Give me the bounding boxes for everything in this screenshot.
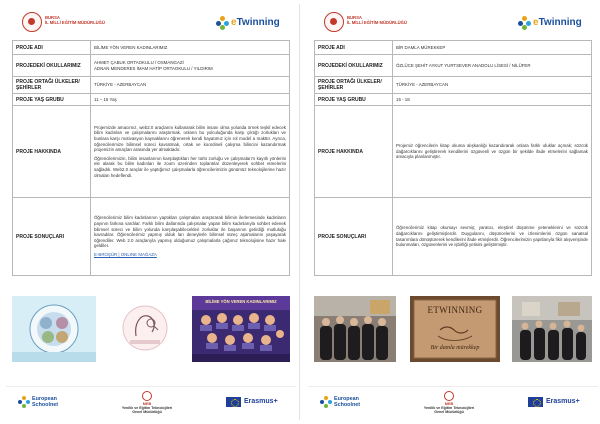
table-row [13, 77, 290, 94]
erasmus-logo [226, 397, 290, 409]
schools-value: ÖZLÜCE ŞEHİT AYKUT YURTSEVER ANADOLU LİSESİ / NİLÜFER [393, 55, 592, 77]
project-info-table [12, 40, 290, 276]
european-schoolnet-logo [320, 395, 380, 411]
group-photo-icon [512, 296, 592, 362]
etwinning-e: e [231, 17, 237, 28]
page-header [308, 10, 598, 36]
etwinning-e: e [533, 17, 539, 28]
meb-line2: Yenilik ve Eğitim Teknolojileri [121, 406, 173, 410]
schoolnet-line2: Schoolnet [32, 402, 59, 408]
photo-team-collage [192, 296, 290, 362]
logo-text-line1: BURSA [347, 15, 362, 20]
meb-line2-3 [111, 406, 183, 415]
page-header [6, 10, 296, 36]
schoolnet-mark-icon [18, 396, 30, 408]
photo-strip [12, 296, 290, 362]
row-label: PROJE HAKKINDA [315, 106, 393, 198]
logo-text-line2: İL MİLLİ EĞİTİM MÜDÜRLÜĞÜ [45, 20, 105, 25]
photo-etwinning-book [410, 296, 500, 362]
about-value [393, 106, 592, 198]
project-name-value: BİR DAMLA MÜREKKEP [393, 41, 592, 55]
table-row [315, 198, 592, 276]
book-title: ETWINNING [427, 305, 483, 315]
etwinning-rest: Twinning [538, 17, 582, 28]
book-subtitle: Bir damla mürekkep [430, 345, 480, 351]
table-row [13, 55, 290, 77]
e-brochure-link[interactable]: E-BROŞÜR | ONLINE MAĞAZA [94, 251, 157, 257]
table-row [13, 41, 290, 55]
table-row [315, 55, 592, 77]
etwinning-mark-icon [518, 16, 532, 30]
age-group-value: 15 - 18 [393, 94, 592, 106]
team-collage-icon [192, 296, 290, 362]
row-label: PROJE ORTAĞI ÜLKELER/ŞEHİRLER [315, 77, 393, 94]
photo-students-classroom [314, 296, 396, 362]
logo-text [45, 15, 105, 25]
photo-group-hall [512, 296, 592, 362]
results-value [91, 198, 290, 276]
school-line: ADNAN MENDERES İMAM HATİP ORTAOKULU / YILDIRIM [94, 65, 213, 71]
table-row [315, 94, 592, 106]
row-label: PROJE YAŞ GRUBU [13, 94, 91, 106]
project-info-table [314, 40, 592, 276]
schools-value [91, 55, 290, 77]
results-paragraph: Öğrencilerimiz kitap okumayı sevmiş; yaratıcı, eleştirel düşünme yeteneklerini ve sözcük dağarcıklarını geliştirmişlerdir. Duygularını, düşüncelerini ve izlenimlerini özgün sanatsal tasarımlara dönüştürerek kendilerini ifade etmişlerdir. Öğrencilerimizin yapıtlarıyla fikir alışverişinde bulunmaları, özgüvenlerini ve işbirliği yetisini geliştirmiştir. [396, 225, 588, 248]
meb-yegitek-logo [413, 391, 485, 415]
table-row [13, 106, 290, 198]
about-paragraph: Öğrencilerimizin, bilim insanlarının karşılaştıkları her türlü zorluğu ve çalışmaları'n kayıtlı yönlerini ele alarak bu bilim kadınları ile zoom üzerinden toplantılar düzenleyerek sohbet etmelerini sağladık. Web2.0 araçlar ile yaptığımız çalışmalarla öğrencilerimizin günümüz teknolojilerine hazır olmaları hedeflendi. [94, 155, 286, 178]
logo-text-line2: İL MİLLİ EĞİTİM MÜDÜRLÜĞÜ [347, 20, 407, 25]
schoolnet-line1: European [32, 396, 57, 402]
meb-seal-icon [444, 391, 454, 401]
project-page-right [308, 0, 598, 424]
collage-title: BİLİME YÖN VEREN KADINLARIMIZ [205, 299, 277, 304]
row-label: PROJEDEKİ OKULLARIMIZ [315, 55, 393, 77]
meb-line1: MEB [142, 402, 152, 406]
schoolnet-mark-icon [320, 396, 332, 408]
schoolnet-line1: European [334, 396, 359, 402]
logo-text [347, 15, 407, 25]
table-row [315, 77, 592, 94]
row-label: PROJE YAŞ GRUBU [315, 94, 393, 106]
schoolnet-line2: Schoolnet [334, 402, 361, 408]
classroom-photo-icon [314, 296, 396, 362]
etwinning-wordmark [533, 17, 582, 28]
page-footer [6, 386, 296, 416]
bursa-meb-logo [324, 12, 407, 34]
etwinning-logo [216, 15, 278, 31]
seal-icon [22, 12, 42, 32]
table-row [13, 94, 290, 106]
table-row [315, 106, 592, 198]
poster-collage-icon [12, 296, 96, 362]
row-label: PROJE ORTAĞI ÜLKELER/ŞEHİRLER [13, 77, 91, 94]
photo-science-women-poster [12, 296, 96, 362]
project-page-left [6, 0, 296, 424]
etwinning-wordmark [231, 17, 280, 28]
erasmus-wordmark: Erasmus+ [546, 398, 580, 405]
european-schoolnet-logo [18, 395, 78, 411]
meb-line3: Genel Müdürlüğü [132, 410, 162, 415]
page-footer [308, 386, 598, 416]
about-paragraph: Projemizde amacımız, web2.0 araçlarını kullanarak bilim insanı olma yolunda örnek teşkil edecek bilim kadınları ve çalışmalarını araştırmak. onların bu yolculuğunda karşı çıktığı zorlukları ve bunlara karşı motivasyon kaynaklarını öğrenerek kendi hayatımız için rol model a makttır. Ayrıca, öğrencilerimize bilimsel süreci kavratmak, ortak ve koordineli çalışma bilincini kazandırmak projemizin amaçları arasında yer almaktadır. [94, 124, 286, 153]
meb-line3: Genel Müdürlüğü [434, 410, 464, 415]
meb-yegitek-logo [111, 391, 183, 415]
school-line: AHMET ÇABUK ORTAOKULU / OSMANGAZİ [94, 59, 184, 65]
science-women-logo-icon [110, 296, 180, 362]
project-name-value: BİLİME YÖN VEREN KADINLARIMIZ [91, 41, 290, 55]
meb-line2-3 [413, 406, 485, 415]
row-label: PROJE SONUÇLARI [315, 198, 393, 276]
etwinning-logo [518, 15, 580, 31]
age-group-value: 11 – 15 Yaş [91, 94, 290, 106]
meb-seal-icon [142, 391, 152, 401]
erasmus-logo [528, 397, 592, 409]
eu-flag-icon [528, 397, 543, 407]
row-label: PROJE SONUÇLARI [13, 198, 91, 276]
bursa-meb-logo [22, 12, 105, 34]
etwinning-mark-icon [216, 16, 230, 30]
row-label: PROJE HAKKINDA [13, 106, 91, 198]
erasmus-wordmark: Erasmus+ [244, 398, 278, 405]
row-label: PROJEDEKİ OKULLARIMIZ [13, 55, 91, 77]
meb-line2: Yenilik ve Eğitim Teknolojileri [423, 406, 475, 410]
about-value [91, 106, 290, 198]
eu-flag-icon [226, 397, 241, 407]
seal-icon [324, 12, 344, 32]
row-label: PROJE ADI [315, 41, 393, 55]
partners-value: TÜRKİYE - AZERBAYCAN [393, 77, 592, 94]
etwinning-rest: Twinning [236, 17, 280, 28]
results-value [393, 198, 592, 276]
table-row [13, 198, 290, 276]
page-divider [299, 4, 300, 420]
logo-text-line1: BURSA [45, 15, 60, 20]
results-paragraph: Öğrencilerimiz bilim kadınlarının yaptıkları çalışmaları araştırarak bilimin ilerlemesinde kadınların payının farkına vardılar. Farklı bilim dallarında çalışmalar yapan bilim kadınlarıyla sohbet edenek bilimsel süreci ve bilim yolunda karşılaşabilecekleri zorluklar ile başarının getirdiği mutluluğu kavradılar. Öğrencilerimiz yapmış olduk ları deneylerle bilimsel süreç aşamalarını yaşayarak öğrendiler. Web 2.0 araçlarıyla yapmış olduğumuz çalışmalarla çağımız teknolojisine hazır hale geldiler. [94, 215, 286, 249]
photo-bilime-yon-logo [110, 296, 180, 362]
table-row [315, 41, 592, 55]
meb-line1: MEB [444, 402, 454, 406]
partners-value: TÜRKİYE - AZERBAYCAN [91, 77, 290, 94]
photo-strip [314, 296, 592, 362]
row-label: PROJE ADI [13, 41, 91, 55]
about-paragraph: Projemiz öğrencilerin kitap okuma alışkanlığı kazandırarak onlara farklı ufuklar açmak; sözcük dağarcıklarını geliştirerek kendilerini özgüvenli ve özgün bir şekilde ifade etmelerini sağlamak amacıyla planlanmıştır. [396, 143, 588, 160]
